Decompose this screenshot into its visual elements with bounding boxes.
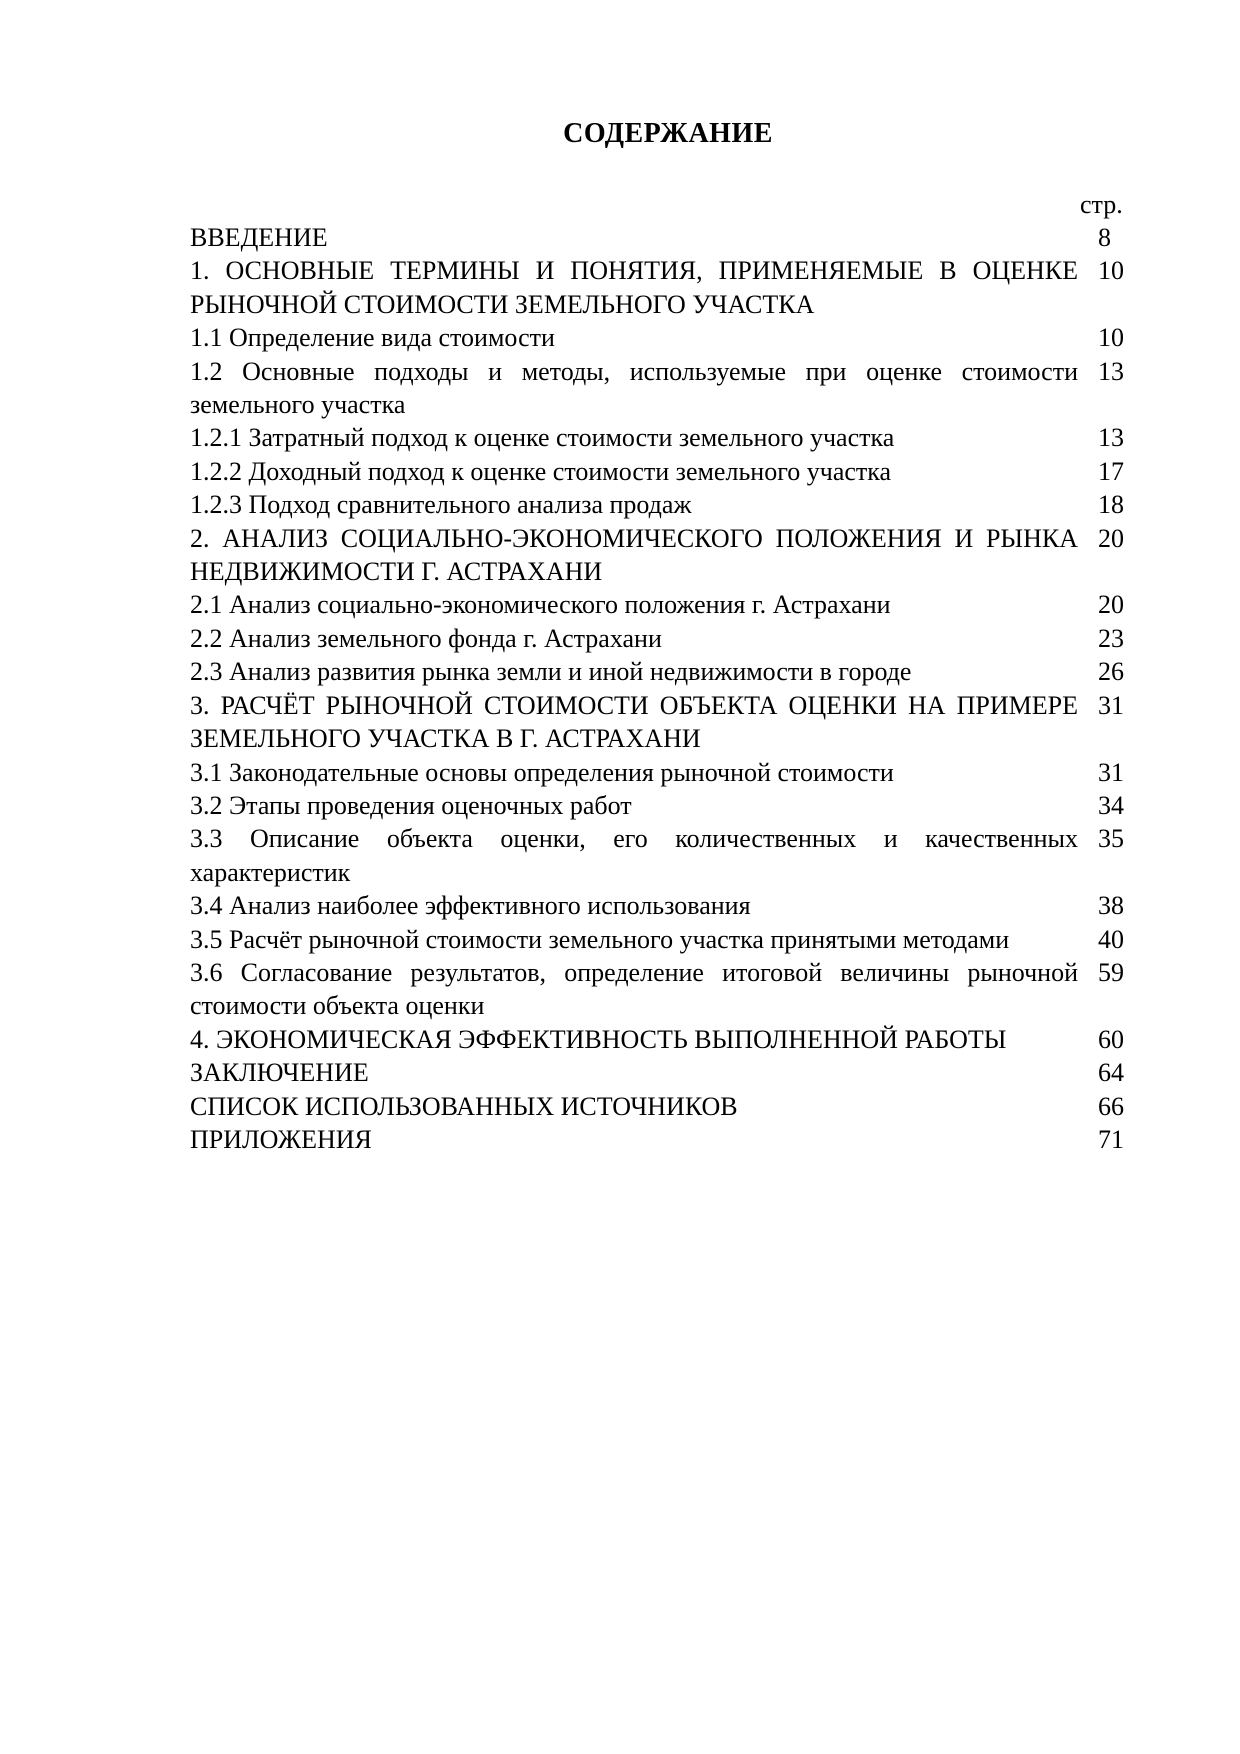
toc-entry-1-2-3[interactable] [190,488,1130,521]
toc-entry-conclusion[interactable] [190,1056,1130,1089]
toc-entry-page: 10 [1098,323,1124,353]
toc-entry-2-3[interactable] [190,655,1130,688]
toc-entry-chapter-3[interactable] [190,689,1130,756]
toc-entry-title: 3.1 Законодательные основы определения рыночной стоимости [190,757,894,787]
toc-entry-2-2[interactable] [190,622,1130,655]
toc-entry-title: 4. ЭКОНОМИЧЕСКАЯ ЭФФЕКТИВНОСТЬ ВЫПОЛНЕННОЙ РАБОТЫ [190,1024,1007,1054]
toc-entry-page: 40 [1098,924,1124,954]
toc-entry-title: ЗАКЛЮЧЕНИЕ [190,1058,369,1088]
toc-entry-3-5[interactable] [190,923,1130,956]
toc-entry-title: 2.2 Анализ земельного фонда г. Астрахани [190,623,662,653]
toc-entry-page: 13 [1098,423,1124,453]
toc-entry-page: 31 [1098,757,1124,787]
toc-entry-page: 64 [1098,1058,1124,1088]
toc-entry-page: 59 [1098,957,1124,987]
toc-entry-chapter-2[interactable] [190,522,1130,589]
toc-entry-page: 60 [1098,1024,1124,1054]
toc-entry-title: ПРИЛОЖЕНИЯ [190,1124,372,1154]
toc-entry-title: 3.5 Расчёт рыночной стоимости земельного участка принятыми методами [190,924,1010,954]
toc-entry-title: 1.2.3 Подход сравнительного анализа продаж [190,490,692,520]
page-column-header [190,188,1130,221]
toc-entry-page: 17 [1098,456,1124,486]
toc-entry-appendices[interactable] [190,1123,1130,1156]
toc-entry-title: СПИСОК ИСПОЛЬЗОВАННЫХ ИСТОЧНИКОВ [190,1091,738,1121]
toc-entry-title: 3. РАСЧЁТ РЫНОЧНОЙ СТОИМОСТИ ОБЪЕКТА ОЦЕНКИ НА ПРИМЕРЕ ЗЕМЕЛЬНОГО УЧАСТКА В Г. АСТРАХАНИ [190,690,1078,754]
toc-entry-2-1[interactable] [190,588,1130,621]
toc-entry-page: 23 [1098,623,1124,653]
toc-entry-page: 18 [1098,490,1124,520]
toc-entry-3-4[interactable] [190,889,1130,922]
toc-entry-title: 1.2 Основные подходы и методы, используемые при оценке стоимости земельного участка [190,356,1078,420]
toc-entry-title: 1. ОСНОВНЫЕ ТЕРМИНЫ И ПОНЯТИЯ, ПРИМЕНЯЕМЫЕ В ОЦЕНКЕ РЫНОЧНОЙ СТОИМОСТИ ЗЕМЕЛЬНОГО УЧАСТКА [190,256,1078,319]
toc-entry-title: 3.6 Согласование результатов, определение итоговой величины рыночной стоимости объекта оценки [190,957,1078,1021]
toc-entry-references[interactable] [190,1090,1130,1123]
toc-entry-title: 3.2 Этапы проведения оценочных работ [190,790,632,820]
toc-entry-1-2-2[interactable] [190,455,1130,488]
toc-entry-1-2-1[interactable] [190,421,1130,454]
table-of-contents [190,188,1130,1156]
toc-entry-page: 20 [1098,523,1124,553]
toc-entry-3-6[interactable] [190,956,1130,1023]
toc-entry-page: 66 [1098,1091,1124,1121]
toc-entry-title: 1.2.1 Затратный подход к оценке стоимости земельного участка [190,423,895,453]
toc-entry-title: 1.2.2 Доходный подход к оценке стоимости земельного участка [190,456,892,486]
toc-entry-page: 10 [1098,256,1124,286]
toc-entry-title: 2. АНАЛИЗ СОЦИАЛЬНО-ЭКОНОМИЧЕСКОГО ПОЛОЖЕНИЯ И РЫНКА НЕДВИЖИМОСТИ Г. АСТРАХАНИ [190,523,1078,587]
toc-entry-page: 13 [1098,356,1124,386]
toc-entry-page: 71 [1098,1124,1124,1154]
toc-entry-title: 2.1 Анализ социально-экономического положения г. Астрахани [190,590,891,620]
toc-entry-chapter-1[interactable] [190,254,1130,321]
toc-entry-page: 38 [1098,891,1124,921]
toc-entry-title: 3.3 Описание объекта оценки, его количественных и качественных характеристик [190,824,1078,887]
toc-entry-page: 35 [1098,824,1124,854]
toc-entry-title: 3.4 Анализ наиболее эффективного использования [190,891,751,921]
toc-entry-3-1[interactable] [190,756,1130,789]
toc-entry-page: 8 [1098,223,1111,252]
toc-entry-introduction[interactable] [190,221,1130,254]
toc-entry-title: 2.3 Анализ развития рынка земли и иной недвижимости в городе [190,657,912,687]
toc-entry-3-2[interactable] [190,789,1130,822]
toc-entry-title: 1.1 Определение вида стоимости [190,323,555,353]
toc-entry-1-2[interactable] [190,355,1130,422]
toc-entry-chapter-4[interactable] [190,1023,1130,1056]
page-title: СОДЕРЖАНИЕ [563,118,773,149]
toc-entry-1-1[interactable] [190,321,1130,354]
page-column-header-label: стр. [1080,190,1123,219]
toc-entry-3-3[interactable] [190,822,1130,889]
toc-entry-page: 26 [1098,657,1124,687]
toc-entry-page: 20 [1098,590,1124,620]
toc-entry-page: 34 [1098,790,1124,820]
toc-entry-title: ВВЕДЕНИЕ [190,223,328,252]
toc-entry-page: 31 [1098,690,1124,720]
